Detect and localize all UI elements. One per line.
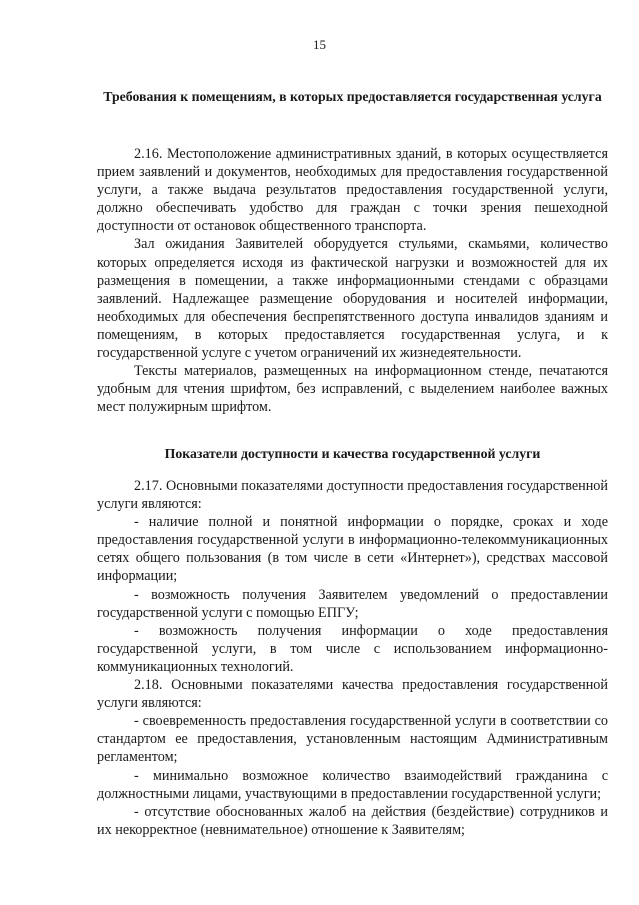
section-heading-premises: Требования к помещениям, в которых предоставляется государственная услуга: [103, 89, 602, 104]
list-item: - возможность получения информации о ходе предоставления государственной услуги, в том числе с использованием информационно-коммуникационных технологий.: [97, 622, 608, 675]
list-item: - возможность получения Заявителем уведомлений о предоставлении государственной услуги с помощью ЕПГУ;: [97, 586, 608, 621]
list-item: - своевременность предоставления государственной услуги в соответствии со стандартом ее предоставления, установленным настоящим Административным регламентом;: [97, 713, 608, 766]
section-premises-body: [97, 145, 608, 416]
page-number: 15: [313, 37, 326, 52]
list-item: - отсутствие обоснованных жалоб на действия (бездействие) сотрудников и их некорректное (невнимательное) отношение к Заявителям;: [97, 803, 608, 838]
paragraph: Тексты материалов, размещенных на информационном стенде, печатаются удобным для чтения шрифтом, без исправлений, с выделением наиболее важных мест полужирным шрифтом.: [97, 363, 608, 416]
list-item: - наличие полной и понятной информации о порядке, сроках и ходе предоставления государственной услуги в информационно-телекоммуникационных сетях общего пользования (в том числе в сети «Интернет»), средствах массовой информации;: [97, 514, 608, 585]
section-accessibility-body: [97, 477, 608, 839]
paragraph: 2.16. Местоположение административных зданий, в которых осуществляется прием заявлений и документов, необходимых для предоставления государственной услуги, а также выдача результатов предоставления государственной услуги, должно обеспечивать удобство для граждан с точки зрения пешеходной доступности от остановок общественного транспорта.: [97, 146, 608, 235]
section-heading-accessibility: Показатели доступности и качества государственной услуги: [164, 446, 541, 461]
paragraph: 2.17. Основными показателями доступности предоставления государственной услуги являются:: [97, 478, 608, 513]
list-item: - минимально возможное количество взаимодействий гражданина с должностными лицами, участвующими в предоставлении государственной услуги;: [97, 767, 608, 802]
paragraph: 2.18. Основными показателями качества предоставления государственной услуги являются:: [97, 677, 608, 712]
paragraph: Зал ожидания Заявителей оборудуется стульями, скамьями, количество которых определяется исходя из фактической нагрузки и возможностей для их размещения в помещении, а также информационными стендами с образцами заявлений. Надлежащее размещение оборудования и носителей информации, необходимых для обеспечения беспрепятственного доступа инвалидов зданиям и помещениям, в которых предоставляется государственная услуга, и к государственной услуге с учетом ограничений их жизнедеятельности.: [97, 236, 608, 362]
